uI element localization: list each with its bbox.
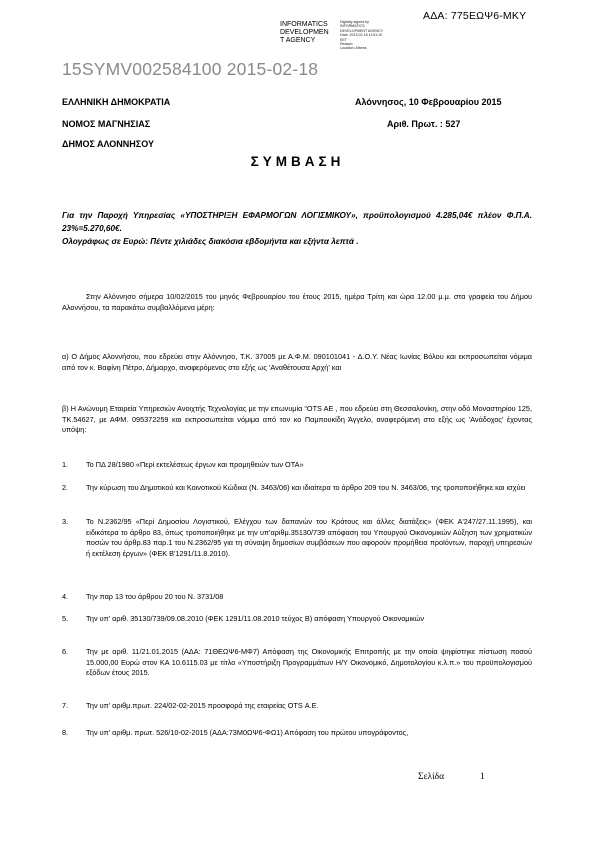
list-item-text: Την παρ 13 του άρθρου 20 του Ν. 3731/08 — [86, 592, 224, 601]
list-item-text: Την υπ' αριθ. 35130/739/09.08.2010 (ΦΕΚ 1291/11.08.2010 τεύχος Β) απόφαση Υπουργού Οικονομικών — [86, 614, 425, 623]
list-item-number: 1. — [62, 460, 69, 469]
document-title: ΣΥΜΒΑΣΗ — [250, 154, 345, 169]
list-item-number: 7. — [62, 701, 69, 710]
list-item-text: Την με αριθ. 11/21.01.2015 (ΑΔΑ: 71ΘΕΩΨ6-ΜΦ7) Απόφαση της Οικονομικής Επιτροπής με την οποία ψηφίστηκε πίστωση ποσού 15.000,00 Ευρώ στον ΚΑ 10.6115.03 με τίτλο «Υποστήριξη Προγραμμάτων Η/Υ Οικονομικό, Δημοτολογίου κ.λ.π.» του προϋπολογισμού εξόδων έτους 2015. — [86, 647, 532, 678]
signature-org-line: T AGENCY — [280, 37, 316, 44]
intro-paragraph: Στην Αλόννησο σήμερα 10/02/2015 του μηνός Φεβρουαρίου του έτους 2015, ημέρα Τρίτη και ώρα 12.00 μ.μ. στα γραφεία του Δήμου Αλοννήσου, τα παρακάτω συμβαλλόμενα μέρη: — [62, 292, 532, 312]
page-number: 1 — [480, 772, 485, 782]
header-place-date: Αλόννησος, 10 Φεβρουαρίου 2015 — [355, 97, 502, 107]
list-item-number: 5. — [62, 614, 69, 623]
header-protocol-number: Αριθ. Πρωτ. : 527 — [387, 119, 461, 129]
signature-detail-line: Digitally signed by — [340, 20, 369, 24]
digital-signature-details — [340, 20, 383, 51]
digital-signature-org — [280, 21, 332, 45]
header-municipality: ΔΗΜΟΣ ΑΛΟΝΝΗΣΟΥ — [62, 139, 154, 149]
signature-detail-line: INFORMATICS — [340, 24, 365, 29]
ada-code: ΑΔΑ: 775ΕΩΨ6-ΜΚΥ — [423, 10, 527, 22]
list-item-number: 6. — [62, 647, 69, 656]
party-b-paragraph: β) Η Ανώνυμη Εταιρεία Υπηρεσιών Ανοιχτής Τεχνολογίας με την επωνυμία “OTS AE , που εδρεύει στη Θεσσαλονίκη, στην οδό Μοναστηρίου 125, ΤΚ.54627, με ΑΦΜ. 095372259 και εκπροσωπείται νόμιμα από τον κο Παμπουκίδη Άγγελο, αναφερόμενη στο εξής ως 'Ανάδοχος' έχοντας υπόψη: — [62, 404, 532, 435]
contract-subject — [62, 209, 532, 248]
signature-detail-line: Location: Athens — [340, 46, 367, 51]
list-item-text: Το ΠΔ 28/1980 «Περί εκτελέσεως έργων και προμηθειών των ΟΤΑ» — [86, 460, 304, 469]
page-label: Σελίδα — [418, 772, 445, 782]
signature-detail-line: DEVELOPMENT AGENCY — [340, 28, 384, 33]
list-item-number: 2. — [62, 483, 69, 492]
list-item-text: Την κύρωση του Δημοτικού και Κοινοτικού Κώδικα (Ν. 3463/06) και ιδιαίτερα το άρθρο 209 του Ν. 3463/06, της τροποποιήθηκε και ισχύει — [86, 483, 526, 492]
signature-detail-line: EET — [340, 37, 347, 42]
list-item-number: 8. — [62, 728, 69, 737]
signature-detail-line: Date: 2015.02.18 11:51:10 — [340, 33, 383, 38]
signature-org-line: DEVELOPMEN — [280, 29, 329, 36]
list-item-number: 3. — [62, 517, 69, 526]
list-item-number: 4. — [62, 592, 69, 601]
list-item-text: Το Ν.2362/95 «Περί Δημοσίου Λογιστικού, Ελέγχου των δαπανών του Κράτους και άλλες διατάξεις» (ΦΕΚ Α'247/27.11.1995), και ειδικότερα το άρθρο 83, όπως τροποποιήθηκε με την υπ'αριθμ.35130/739 απόφαση του Υπουργού Οικονομικών Αύξηση των χρηματικών ποσών του άρθρ.83 παρ.1 του Ν.2362/95 για τη σύναψη δημοσίων συμβάσεων που αφορούν προμήθεια προϊόντων, παροχή υπηρεσιών ή εκτέλεση έργων» (ΦΕΚ Β'1291/11.8.2010). — [86, 517, 532, 559]
header-republic: ΕΛΛΗΝΙΚΗ ΔΗΜΟΚΡΑΤΙΑ — [62, 97, 171, 107]
subject-amount-words: Ολογράφως σε Ευρώ: Πέντε χιλιάδες διακόσια εβδομήντα και εξήντα λεπτά . — [62, 237, 359, 246]
subject-line: Για την Παροχή Υπηρεσίας «ΥΠΟΣΤΗΡΙΞΗ ΕΦΑΡΜΟΓΩΝ ΛΟΓΙΣΜΙΚΟΥ», προϋπολογισμού 4.285,04€ πλέον Φ.Π.Α. 23%=5.270,60€. — [62, 211, 532, 233]
list-item-text: Την υπ' αριθμ.πρωτ. 224/02-02-2015 προσφορά της εταιρείας OTS Α.Ε. — [86, 701, 319, 710]
document-watermark: 15SYMV002584100 2015-02-18 — [62, 59, 319, 79]
list-item-text: Την υπ' αριθμ. πρωτ. 526/10-02-2015 (ΑΔΑ:73Μ0ΩΨ6-ΦΩ1) Απόφαση του πρώτου υπογράφοντος, — [86, 728, 409, 737]
party-a-paragraph: α) Ο Δήμος Αλοννήσου, που εδρεύει στην Αλόννησο, Τ.Κ. 37005 με Α.Φ.Μ. 090101041 - Δ.Ο.Υ. Νέας Ιωνίας Βόλου και εκπροσωπείται νόμιμα από τον κ. Βαφίνη Πέτρο, Δήμαρχο, αναφερόμενος στο εξής ως 'Αναθέτουσα Αρχή' και — [62, 352, 532, 372]
signature-detail-line: Reason: — [340, 42, 354, 47]
header-prefecture: ΝΟΜΟΣ ΜΑΓΝΗΣΙΑΣ — [62, 119, 151, 129]
signature-org-line: INFORMATICS — [280, 21, 328, 28]
